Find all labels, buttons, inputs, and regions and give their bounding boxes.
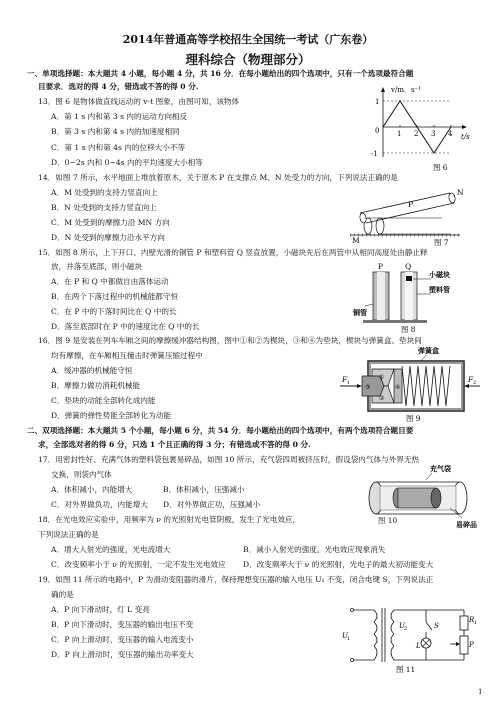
section1-line2: 目要求．选对的得 4 分，错选或不答的得 0 分. — [38, 82, 199, 91]
fig7-caption: 图 7 — [434, 238, 449, 247]
exam-subtitle: 理科综合（物理部分） — [185, 52, 311, 67]
q13-option-a: A．第 1 s 内和第 3 s 内的运动方向相反 — [51, 112, 188, 121]
fig11-label-p: P — [469, 641, 474, 649]
fig6-vt-chart — [365, 85, 475, 175]
q17-option-d: D．对外界做正功，压强减小 — [163, 500, 261, 509]
fig7-label-m: M — [352, 236, 360, 245]
q18-stem-line2: 下列说法正确的是 — [38, 530, 99, 539]
section2-line2: 求，全部选对者的得 6 分，只选 1 个且正确的得 3 分；有错选或不答的得 0 分. — [38, 440, 311, 449]
q15-option-c: C．在 P 中的下落时间比在 Q 中的长 — [51, 307, 177, 316]
fig9-label-4: ④ — [395, 384, 401, 391]
q16-stem-line2: 均有摩擦，在车厢相互撞击时弹簧压缩过程中 — [51, 351, 203, 360]
q15-option-b: B．在两个下落过程中的机械能都守恒 — [51, 292, 179, 301]
fig11-slider-arrow — [456, 642, 460, 646]
fig11-rheostat — [460, 636, 468, 654]
q18-stem-line1: 18．在光电效应实验中，用频率为 ν 的光照射光电管阴极，发生了光电效应， — [38, 515, 301, 524]
q14-option-d: D．N 处受到的摩擦力沿水平方向 — [51, 233, 165, 242]
fig8-label-copper: 铜管 — [353, 308, 367, 317]
section1-line1: 一、单项选择题：本大题共 4 小题，每小题 4 分，共 16 分．在每小题给出的四个选项中，只有一个选项最符合题 — [27, 69, 414, 78]
q19-option-b: B．P 向下滑动时，变压器的输出电压不变 — [51, 620, 194, 629]
q14-option-c: C．M 处受到的摩擦力沿 MN 方向 — [51, 218, 170, 227]
fig8-label-q: Q — [405, 262, 412, 271]
fig11-label-u2-sub: 2 — [404, 626, 408, 632]
fig9-label-f2-sub: 2 — [473, 380, 477, 386]
section2-line1: 二、双项选择题：本大题共 5 个小题，每小题 6 分，共 54 分．每小题给出的四个选项中，有两个选项符合题目要 — [27, 426, 414, 435]
q16-stem-line1: 16．图 9 是安装在列车车厢之间的摩擦缓冲器结构图，图中①和②为楔块，③和④为垫块，楔块与弹簧盒、垫块间 — [38, 336, 422, 345]
q18-option-a: A．增大入射光的强度，光电流增大 — [51, 545, 171, 554]
q15-option-d: D．落至底部时在 P 中的速度比在 Q 中的长 — [51, 322, 200, 331]
fig11-caption: 图 11 — [396, 665, 416, 674]
q17-stem-line1: 17．用密封性好、充满气体的塑料袋包裹易碎品，如图 10 所示，充气袋四周被挤压时，假设袋内气体与外界无热 — [38, 455, 420, 464]
q16-option-c: C．垫块的动能全部转化成内能 — [51, 396, 156, 405]
fig10-label-item: 易碎品 — [456, 520, 477, 529]
fig7-log-p-end — [359, 212, 367, 223]
fig10-caption: 图 10 — [378, 516, 398, 525]
fig11-primary-coil — [374, 610, 377, 660]
fig8-label-p: P — [378, 262, 384, 271]
q19-stem-line1: 19．如图 11 所示的电路中，P 为滑动变阻器的滑片，保持理想变压器的输入电压 U₁ 不变，闭合电键 S，下列说法正 — [38, 575, 434, 584]
fig11-terminal-bottom — [351, 659, 354, 662]
q16-option-a: A．缓冲器的机械能守恒 — [51, 366, 133, 375]
fig8-label-magnet: 小磁块 — [429, 270, 450, 279]
fig6-x-arrow — [462, 125, 467, 129]
q19-option-a: A．P 向下滑动时，灯 L 变亮 — [51, 605, 150, 614]
fig6-x-tick-4: 4 — [448, 130, 453, 138]
q19-option-c: C．P 向上滑动时，变压器的输入电流变小 — [51, 635, 194, 644]
fig11-secondary-coil — [391, 610, 394, 660]
fig6-caption: 图 6 — [433, 163, 448, 172]
q18-option-c: C．改变频率小于 ν 的光照射，一定不发生光电效应 — [51, 560, 226, 569]
q15-stem-line1: 15．如图 8 所示，上下开口、内壁光滑的铜管 P 和塑料管 Q 竖直放置，小磁块先后在两管中从相同高度处由静止释 — [38, 248, 428, 257]
fig6-x-tick-1: 1 — [397, 130, 402, 138]
fig8-pipes-diagram — [353, 260, 475, 334]
fig8-base — [363, 320, 427, 323]
fig6-xlabel: t/s — [461, 133, 470, 141]
fig11-switch — [426, 622, 432, 630]
q17-stem-line2: 交换，则袋内气体 — [51, 470, 112, 479]
fig11-resistor-r1 — [460, 616, 468, 630]
fig11-label-u1: U — [342, 632, 348, 640]
q18-option-d: D．改变频率大于 ν 的光照射，光电子的最大初动能变大 — [243, 560, 434, 569]
fig7-label-n: N — [457, 188, 464, 197]
fig11-label-s: S — [434, 622, 439, 630]
fig6-x-tick-2: 2 — [414, 130, 419, 138]
fig9-label-box: 弹簧盒 — [418, 346, 439, 355]
fig6-y-tick-1: 1 — [375, 98, 380, 106]
fig8-caption: 图 8 — [401, 325, 416, 334]
fig6-y-arrow — [381, 87, 385, 92]
fig11-label-u2: U — [399, 622, 405, 630]
fig10-fragile-item — [398, 488, 436, 508]
fig10-label-bag: 充气袋 — [430, 464, 451, 473]
fig11-terminal-top — [351, 609, 354, 612]
q15-stem-line2: 放，并落至底部，则小磁块 — [51, 262, 143, 271]
q17-option-c: C．对外界做负功，内能增大 — [51, 500, 148, 509]
q13-option-c: C．第 1 s 内和第 4s 内的位移大小不等 — [51, 143, 186, 152]
exam-title: 2014年普通高等学校招生全国统一考试（广东卷） — [122, 33, 374, 46]
fig8-label-plastic: 塑料管 — [429, 285, 450, 294]
fig9-f1-arrow — [357, 384, 362, 388]
fig11-label-l: L — [416, 642, 421, 650]
q17-option-a: A．体积减小，内能增大 — [51, 485, 133, 494]
q19-stem-line2: 确的是 — [51, 590, 74, 599]
fig6-x-tick-3: 3 — [431, 130, 436, 138]
fig7-logs-diagram — [350, 183, 470, 245]
fig11-label-u1-sub: 1 — [347, 636, 351, 642]
fig10-fragile-item-far-end — [431, 488, 441, 508]
fig11-label-r1: R — [469, 616, 475, 624]
fig10-bag-leader — [426, 473, 432, 480]
fig9-buffer-diagram — [340, 344, 480, 422]
q17-option-b: B．体积减小，压强减小 — [163, 485, 245, 494]
fig6-ylabel: v/m．s⁻¹ — [391, 86, 422, 94]
q16-option-d: D．弹簧的弹性势能全部转化为动能 — [51, 411, 171, 420]
fig9-label-2: ② — [379, 395, 385, 402]
q14-option-a: A．M 处受到的支持力竖直向上 — [51, 188, 158, 197]
fig9-label-f1: F — [342, 375, 348, 384]
q13-stem: 13．图 6 是物体做直线运动的 v-t 图象，由图可知，该物体 — [38, 97, 240, 106]
q16-option-b: B．摩擦力做功消耗机械能 — [51, 381, 141, 390]
q14-option-b: B．N 处受到的支持力竖直向上 — [51, 203, 157, 212]
fig7-log-p-top — [360, 193, 450, 213]
fig8-copper-leader — [365, 304, 373, 306]
page-number: 1 — [478, 688, 483, 696]
q19-option-d: D．P 向上滑动时，变压器的输出功率变大 — [51, 650, 194, 659]
fig8-copper-pipe-inner — [377, 272, 385, 320]
fig11-label-r1-sub: 1 — [474, 620, 478, 626]
q14-stem: 14．如图 7 所示，水平地面上堆放着原木，关于原木 P 在支撑点 M、N 处受力的方向，下列说法正确的是 — [38, 173, 398, 182]
fig11-circuit-diagram — [342, 602, 478, 674]
q13-option-d: D．0~2s 内和 0~4s 内的平均速度大小相等 — [51, 158, 203, 167]
fig9-label-f2: F — [468, 375, 474, 384]
fig9-caption: 图 9 — [406, 414, 421, 423]
fig6-y-tick-neg1: -1 — [371, 150, 378, 158]
fig8-magnet — [406, 276, 412, 281]
fig6-origin: 0 — [375, 127, 380, 135]
fig9-label-3: ③ — [365, 384, 371, 391]
q18-option-b: B．减小入射光的强度，光电效应现象消失 — [243, 545, 386, 554]
fig7-log-p-far-end — [448, 192, 456, 203]
q13-option-b: B．第 3 s 内和第 4 s 内的加速度相同 — [51, 127, 180, 136]
fig9-f2-arrow — [464, 384, 469, 388]
fig9-label-f1-sub: 1 — [347, 380, 351, 386]
fig9-label-1: ① — [379, 374, 385, 381]
fig7-label-p: P — [408, 200, 414, 209]
q15-option-a: A．在 P 和 Q 中都做自由落体运动 — [51, 277, 169, 286]
